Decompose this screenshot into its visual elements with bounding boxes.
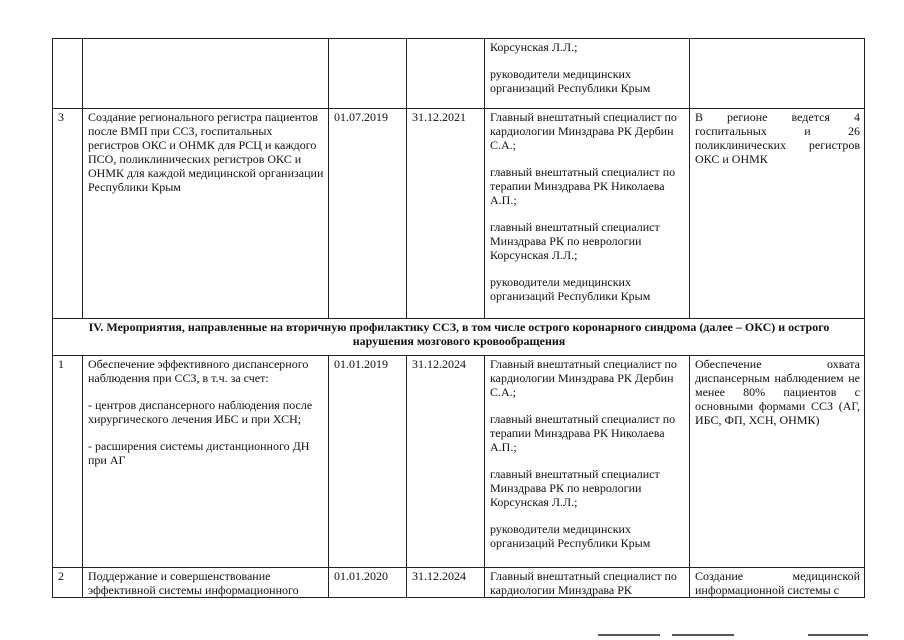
responsible-cell [485, 356, 690, 568]
activity-paragraph: - центров диспансерного наблюдения после хирургического лечения ИБС и при ХСН; [88, 398, 313, 426]
start-date-cell: 01.07.2019 [329, 109, 407, 319]
start-date-cell: 01.01.2019 [329, 356, 407, 568]
result-cell: В регионе ведется 4 госпитальных и 26 поликлинических регистров ОКС и ОНМК [690, 109, 865, 319]
responsible-entry: руководители медицинских организаций Республики Крым [490, 522, 651, 550]
row-number: 3 [53, 109, 83, 319]
section-header-row [53, 319, 865, 356]
responsible-entry: Главный внештатный специалист по кардиологии Минздрава РК Дербин С.А.; [490, 357, 677, 399]
responsible-entry: главный внештатный специалист по терапии Минздрава РК Николаева А.П.; [490, 412, 676, 454]
responsible-entry: главный внештатный специалист Минздрава РК по неврологии Корсунская Л.Л.; [490, 220, 660, 262]
activity-cell: Поддержание и совершенствование эффективной системы информационного [83, 568, 329, 598]
end-date-cell: 31.12.2021 [407, 109, 485, 319]
responsible-entry: руководители медицинских организаций Республики Крым [490, 275, 651, 303]
result-cell: Обеспечение охвата диспансерным наблюдением не менее 80% пациентов с основными формами ССЗ (АГ, ИБС, ФП, ХСН, ОНМК) [690, 356, 865, 568]
responsible-entry: Корсунская Л.Л.; [490, 40, 578, 54]
scan-artifact-line [598, 634, 660, 636]
table-row-4-1 [53, 356, 865, 568]
end-date-cell [407, 39, 485, 109]
table-row-4-2 [53, 568, 865, 598]
responsible-cell [485, 39, 690, 109]
activities-table [52, 38, 865, 598]
start-date-cell: 01.01.2020 [329, 568, 407, 598]
start-date-cell [329, 39, 407, 109]
responsible-cell: Главный внештатный специалист по кардиологии Минздрава РК [485, 568, 690, 598]
row-number: 1 [53, 356, 83, 568]
section-title: IV. Мероприятия, направленные на вторичную профилактику ССЗ, в том числе острого коронарного синдрома (далее – ОКС) и острого нарушения мозгового кровообращения [53, 319, 865, 356]
activity-cell: Создание регионального регистра пациентов после ВМП при ССЗ, госпитальных регистров ОКС и ОНМК для РСЦ и каждого ПСО, поликлинических регистров ОКС и ОНМК для каждой медицинской организации Республики Крым [83, 109, 329, 319]
activity-cell [83, 39, 329, 109]
scan-artifact-line [808, 634, 868, 636]
responsible-cell [485, 109, 690, 319]
activity-paragraph: Обеспечение эффективного диспансерного наблюдения при ССЗ, в т.ч. за счет: [88, 357, 309, 385]
responsible-entry: главный внештатный специалист Минздрава РК по неврологии Корсунская Л.Л.; [490, 467, 660, 509]
responsible-entry: Главный внештатный специалист по кардиологии Минздрава РК Дербин С.А.; [490, 110, 677, 152]
table-row-continuation [53, 39, 865, 109]
responsible-entry: руководители медицинских организаций Республики Крым [490, 67, 651, 95]
end-date-cell: 31.12.2024 [407, 568, 485, 598]
table-row-3 [53, 109, 865, 319]
activity-cell [83, 356, 329, 568]
end-date-cell: 31.12.2024 [407, 356, 485, 568]
scan-artifact-line [672, 634, 734, 636]
activity-paragraph: - расширения системы дистанционного ДН при АГ [88, 439, 310, 467]
row-number: 2 [53, 568, 83, 598]
result-cell [690, 39, 865, 109]
row-number [53, 39, 83, 109]
result-cell: Создание медицинской информационной системы с [690, 568, 865, 598]
responsible-entry: главный внештатный специалист по терапии Минздрава РК Николаева А.П.; [490, 165, 676, 207]
